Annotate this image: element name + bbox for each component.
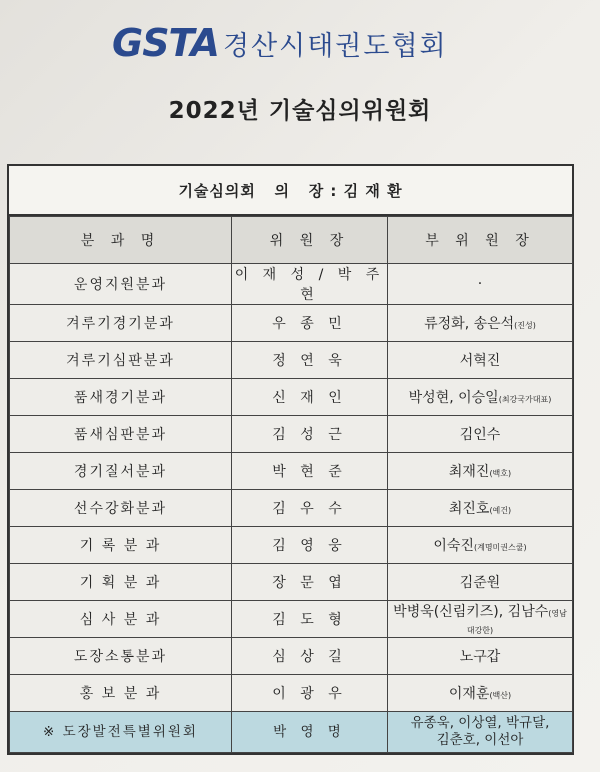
vice-chair-affiliation: (계명미권스쿨) bbox=[473, 543, 527, 552]
vice-chair-names: 김준원 bbox=[459, 575, 501, 591]
committee-table bbox=[9, 216, 573, 753]
division-chair: 신 재 인 bbox=[232, 379, 388, 416]
division-name: 기 획 분 과 bbox=[10, 564, 232, 601]
division-vice-chair bbox=[388, 305, 573, 342]
page-title: 2022년 기술심의위원회 bbox=[168, 98, 432, 124]
table-row bbox=[10, 564, 573, 601]
vice-chair-names: 서혁진 bbox=[459, 353, 501, 369]
vice-chair-names: 이숙진 bbox=[433, 538, 474, 554]
special-committee-row bbox=[10, 712, 573, 753]
association-logo bbox=[112, 18, 448, 68]
division-vice-chair bbox=[388, 564, 573, 601]
division-vice-chair bbox=[388, 416, 573, 453]
vice-chair-affiliation: (백산) bbox=[489, 691, 512, 700]
vice-chair-names: · bbox=[477, 276, 483, 292]
division-name: 심 사 분 과 bbox=[10, 601, 232, 638]
vice-chair-names: 최재진 bbox=[448, 464, 490, 480]
vice-chair-names: 박성현, 이승일 bbox=[408, 390, 499, 406]
vice-chair-affiliation: (진성) bbox=[514, 321, 536, 330]
vice-chair-names: 김인수 bbox=[459, 427, 501, 443]
division-name: 기 록 분 과 bbox=[10, 527, 232, 564]
division-vice-chair bbox=[388, 453, 573, 490]
division-vice-chair bbox=[388, 675, 573, 712]
division-name: 겨루기경기분과 bbox=[10, 305, 232, 342]
association-name: 경산시태권도협회 bbox=[222, 30, 448, 62]
table-row bbox=[10, 638, 573, 675]
column-header-division: 분 과 명 bbox=[10, 217, 232, 264]
special-committee-vice bbox=[388, 712, 573, 753]
division-name: 품새경기분과 bbox=[10, 379, 232, 416]
division-vice-chair bbox=[388, 527, 573, 564]
division-chair: 우 종 민 bbox=[232, 305, 388, 342]
vice-chair-names: 류정화, 송은석 bbox=[424, 316, 515, 332]
division-name: 운영지원분과 bbox=[10, 264, 232, 305]
division-vice-chair bbox=[388, 342, 573, 379]
division-chair: 정 연 욱 bbox=[232, 342, 388, 379]
division-vice-chair bbox=[388, 264, 573, 305]
table-row bbox=[10, 453, 573, 490]
table-row bbox=[10, 379, 573, 416]
division-vice-chair bbox=[388, 490, 573, 527]
division-chair: 박 현 준 bbox=[232, 453, 388, 490]
table-row bbox=[10, 527, 573, 564]
special-vice-line-2: 김춘호, 이선아 bbox=[436, 732, 524, 748]
division-chair: 김 성 근 bbox=[232, 416, 388, 453]
division-name: 겨루기심판분과 bbox=[10, 342, 232, 379]
special-committee-chair: 박 영 명 bbox=[232, 712, 388, 753]
division-chair: 이 광 우 bbox=[232, 675, 388, 712]
table-row bbox=[10, 342, 573, 379]
division-chair: 김 우 수 bbox=[232, 490, 388, 527]
division-vice-chair bbox=[388, 379, 573, 416]
vice-chair-names: 박병욱(신림키즈), 김남수 bbox=[393, 604, 549, 620]
vice-chair-names: 최진호 bbox=[448, 501, 490, 517]
special-committee-name: ※ 도장발전특별위원회 bbox=[10, 712, 232, 753]
table-row bbox=[10, 675, 573, 712]
committee-table-frame bbox=[7, 164, 574, 755]
special-vice-line-1: 유종욱, 이상열, 박규달, bbox=[410, 715, 550, 731]
division-name: 도장소통분과 bbox=[10, 638, 232, 675]
table-row bbox=[10, 490, 573, 527]
vice-chair-names: 이재훈 bbox=[448, 686, 490, 702]
vice-chair-affiliation: (예건) bbox=[489, 506, 512, 515]
division-vice-chair bbox=[388, 638, 573, 675]
division-chair: 김 영 웅 bbox=[232, 527, 388, 564]
division-name: 경기질서분과 bbox=[10, 453, 232, 490]
column-header-vice-chair: 부 위 원 장 bbox=[388, 217, 573, 264]
vice-chair-names: 노구갑 bbox=[459, 649, 501, 665]
vice-chair-affiliation: (최강국가대표) bbox=[498, 395, 552, 404]
division-name: 선수강화분과 bbox=[10, 490, 232, 527]
table-row bbox=[10, 416, 573, 453]
logo-mark: GSTA bbox=[112, 21, 219, 65]
division-vice-chair bbox=[388, 601, 573, 638]
table-row bbox=[10, 264, 573, 305]
division-name: 품새심판분과 bbox=[10, 416, 232, 453]
division-chair: 이 재 성 / 박 주 현 bbox=[232, 264, 388, 305]
table-header-row bbox=[10, 217, 573, 264]
vice-chair-affiliation: (백호) bbox=[489, 469, 512, 478]
vice-chair-affiliation: (영남대강한) bbox=[466, 609, 567, 635]
table-row bbox=[10, 601, 573, 638]
division-chair: 심 상 길 bbox=[232, 638, 388, 675]
table-row bbox=[10, 305, 573, 342]
division-chair: 김 도 형 bbox=[232, 601, 388, 638]
division-name: 홍 보 분 과 bbox=[10, 675, 232, 712]
column-header-chair: 위 원 장 bbox=[232, 217, 388, 264]
committee-chair-line: 기술심의회 의 장 : 김 재 환 bbox=[9, 166, 572, 216]
division-chair: 장 문 엽 bbox=[232, 564, 388, 601]
